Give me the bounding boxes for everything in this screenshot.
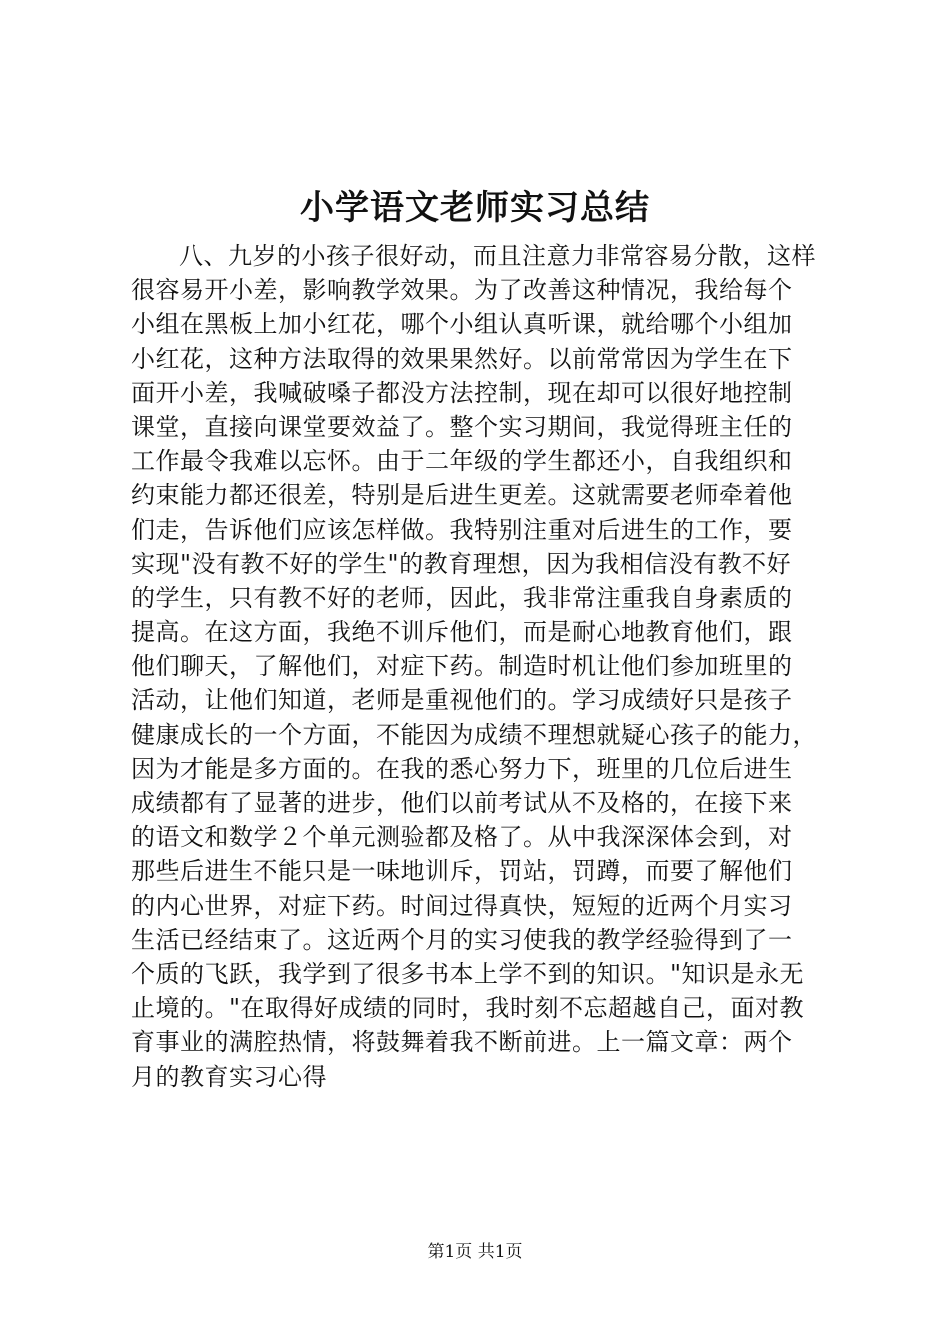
text-line: 工作最令我难以忘怀。由于二年级的学生都还小，自我组织和 xyxy=(131,447,793,476)
document-title: 小学语文老师实习总结 xyxy=(300,188,650,228)
text-line: 成绩都有了显著的进步，他们以前考试从不及格的，在接下来 xyxy=(131,789,793,817)
text-line: 那些后进生不能只是一味地训斥，罚站，罚蹲，而要了解他们 xyxy=(131,857,793,886)
text-line: 的内心世界，对症下药。时间过得真快，短短的近两个月实习 xyxy=(131,891,793,920)
text-line: 止境的。"在取得好成绩的同时，我时刻不忘超越自己，面对教 xyxy=(131,994,805,1023)
text-line: 月的教育实习心得 xyxy=(131,1062,327,1091)
text-line: 提高。在这方面，我绝不训斥他们，而是耐心地教育他们，跟 xyxy=(131,618,793,647)
text-line: 的学生，只有教不好的老师，因此，我非常注重我自身素质的 xyxy=(131,583,793,612)
text-line: 活动，让他们知道，老师是重视他们的。学习成绩好只是孩子 xyxy=(131,686,793,715)
text-line: 课堂，直接向课堂要效益了。整个实习期间，我觉得班主任的 xyxy=(131,412,793,441)
text-line: 他们聊天，了解他们，对症下药。制造时机让他们参加班里的 xyxy=(131,652,793,681)
text-line: 面开小差，我喊破嗓子都没方法控制，现在却可以很好地控制 xyxy=(131,378,793,407)
body-paragraph xyxy=(131,239,831,1094)
text-line: 小红花，这种方法取得的效果果然好。以前常常因为学生在下 xyxy=(131,344,793,373)
text-line: 育事业的满腔热情，将鼓舞着我不断前进。上一篇文章：两个 xyxy=(131,1028,793,1057)
text-line: 小组在黑板上加小红花，哪个小组认真听课，就给哪个小组加 xyxy=(131,310,793,339)
text-line: 生活已经结束了。这近两个月的实习使我的教学经验得到了一 xyxy=(131,925,793,954)
text-line: 实现"没有教不好的学生"的教育理想，因为我相信没有教不好 xyxy=(131,549,792,578)
text-line: 因为才能是多方面的。在我的悉心努力下，班里的几位后进生 xyxy=(131,754,793,783)
text-line: 八、九岁的小孩子很好动，而且注意力非常容易分散，这样 xyxy=(179,242,816,270)
text-line: 很容易开小差，影响教学效果。为了改善这种情况，我给每个 xyxy=(131,276,793,305)
text-line: 约束能力都还很差，特别是后进生更差。这就需要老师牵着他 xyxy=(131,481,793,510)
text-line: 们走，告诉他们应该怎样做。我特别注重对后进生的工作，要 xyxy=(131,515,793,544)
text-line: 个质的飞跃，我学到了很多书本上学不到的知识。"知识是永无 xyxy=(131,959,805,988)
text-line: 的语文和数学２个单元测验都及格了。从中我深深体会到，对 xyxy=(131,823,793,852)
page-footer: 第1页 共1页 xyxy=(427,1242,523,1262)
text-line: 健康成长的一个方面，不能因为成绩不理想就疑心孩子的能力， xyxy=(131,720,817,749)
